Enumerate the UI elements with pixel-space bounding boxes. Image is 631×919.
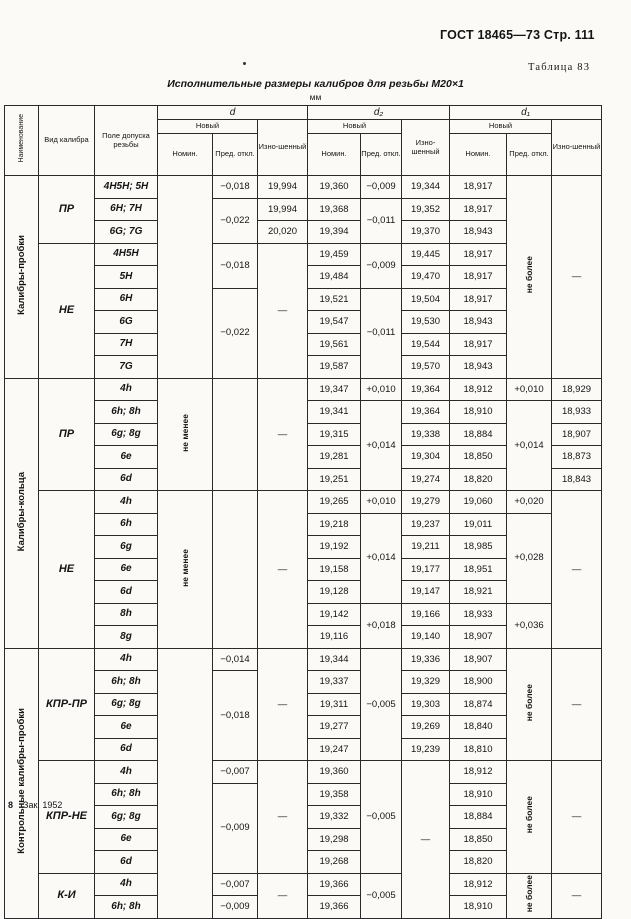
table-units: мм [309, 92, 322, 102]
thread-tol-cell: 6h; 8h [95, 896, 158, 919]
thread-tol-cell: 6g; 8g [95, 423, 158, 446]
gauge-dimensions-table [4, 105, 602, 919]
header-name-col: Наименование [5, 106, 39, 176]
header-d2-new: Новый [308, 120, 402, 134]
d2-nom-cell: 19,277 [308, 716, 361, 739]
d2-nom-cell: 19,128 [308, 581, 361, 604]
thread-tol-cell: 4h [95, 873, 158, 896]
d2-worn-cell: 19,211 [402, 536, 450, 559]
d1-nom-cell: 18,951 [450, 558, 507, 581]
d2-worn-cell: 19,445 [402, 243, 450, 266]
d-worn-cell: — [258, 873, 308, 918]
d2-worn-cell: 19,177 [402, 558, 450, 581]
d2-nom-cell: 19,344 [308, 648, 361, 671]
thread-tol-cell: 4h [95, 378, 158, 401]
d1-worn-cell: 18,907 [552, 423, 602, 446]
d2-worn-cell: 19,370 [402, 221, 450, 244]
thread-tol-cell: 6H; 7H [95, 198, 158, 221]
d1-nom-cell: 18,912 [450, 761, 507, 784]
d2-nom-cell: 19,192 [308, 536, 361, 559]
note-ne-menee: не менее [179, 548, 190, 587]
d1-nom-cell: 18,840 [450, 716, 507, 739]
d-nom-cell [158, 378, 213, 491]
thread-tol-cell: 4h [95, 648, 158, 671]
d2-tol-cell: −0,009 [361, 243, 402, 288]
thread-tol-cell: 6g; 8g [95, 693, 158, 716]
thread-tol-cell: 5H [95, 266, 158, 289]
d1-nom-cell: 18,943 [450, 311, 507, 334]
d1-nom-cell: 18,912 [450, 873, 507, 896]
d1-nom-cell: 18,985 [450, 536, 507, 559]
thread-tol-cell: 4h [95, 491, 158, 514]
d2-worn-cell: 19,304 [402, 446, 450, 469]
d1-worn-cell: — [552, 761, 602, 874]
d2-worn-cell: 19,269 [402, 716, 450, 739]
d2-nom-cell: 19,547 [308, 311, 361, 334]
d1-nom-cell: 18,910 [450, 783, 507, 806]
d2-nom-cell: 19,366 [308, 873, 361, 896]
d-tol-cell: −0,009 [213, 783, 258, 873]
d2-worn-cell: 19,544 [402, 333, 450, 356]
header-d: d [158, 106, 308, 120]
header-d1: d₁ [450, 106, 602, 120]
d1-worn-cell: — [552, 491, 602, 649]
thread-tol-cell: 6d [95, 581, 158, 604]
d1-tol-cell: +0,028 [507, 513, 552, 603]
d1-nom-cell: 18,820 [450, 851, 507, 874]
header-d1-new: Новый [450, 120, 552, 134]
d2-worn-cell: 19,570 [402, 356, 450, 379]
category-cell [5, 176, 39, 379]
category-label: Калибры-пробки [15, 235, 27, 315]
table-title: Исполнительные размеры калибров для резьбы М20×1 [167, 78, 464, 90]
d1-nom-cell: 18,907 [450, 626, 507, 649]
gauge-type-cell: КПР-НЕ [39, 761, 95, 874]
thread-tol-cell: 6e [95, 828, 158, 851]
d1-tol-cell: +0,020 [507, 491, 552, 514]
d-worn-cell: 19,994 [258, 176, 308, 199]
d1-nom-cell: 18,910 [450, 896, 507, 919]
d1-nom-cell: 18,912 [450, 378, 507, 401]
d1-nom-cell: 18,874 [450, 693, 507, 716]
d2-worn-cell: 19,470 [402, 266, 450, 289]
d2-tol-cell: +0,018 [361, 603, 402, 648]
header-d2: d₂ [308, 106, 450, 120]
d2-worn-cell: 19,338 [402, 423, 450, 446]
d2-nom-cell: 19,368 [308, 198, 361, 221]
header-d-nom: Номин. [158, 134, 213, 176]
d1-tol-cell: +0,014 [507, 401, 552, 491]
d-tol-cell: −0,018 [213, 671, 258, 761]
d2-worn-cell: 19,140 [402, 626, 450, 649]
d1-nom-cell: 18,917 [450, 266, 507, 289]
page-footer [8, 800, 62, 810]
d2-tol-cell: +0,014 [361, 513, 402, 603]
table-row [5, 176, 602, 199]
thread-tol-cell: 6e [95, 558, 158, 581]
thread-tol-cell: 6h [95, 513, 158, 536]
thread-tol-cell: 4H5H; 5H [95, 176, 158, 199]
page-header: ГОСТ 18465—73 Стр. 111 [440, 28, 595, 42]
d2-nom-cell: 19,561 [308, 333, 361, 356]
d-worn-cell: — [258, 648, 308, 761]
gauge-type-cell: КПР-ПР [39, 648, 95, 761]
d-nom-cell [158, 176, 213, 379]
thread-tol-cell: 6g; 8g [95, 806, 158, 829]
note-ne-bolee: не более [523, 256, 534, 294]
d-worn-cell: 20,020 [258, 221, 308, 244]
d2-worn-cell: 19,336 [402, 648, 450, 671]
header-d-new: Новый [158, 120, 258, 134]
d-tol-cell [213, 491, 258, 649]
footer-order: Зак. 1952 [23, 800, 63, 810]
d2-tol-cell: +0,010 [361, 378, 402, 401]
d2-tol-cell: −0,011 [361, 288, 402, 378]
table-row [5, 873, 602, 896]
d1-worn-cell: — [552, 648, 602, 761]
d2-nom-cell: 19,366 [308, 896, 361, 919]
d2-nom-cell: 19,265 [308, 491, 361, 514]
header-d2-worn: Изно-шенный [402, 120, 450, 176]
category-cell [5, 648, 39, 918]
d2-nom-cell: 19,247 [308, 738, 361, 761]
gauge-type-cell: НЕ [39, 491, 95, 649]
gauge-type-cell: НЕ [39, 243, 95, 378]
header-d2-nom: Номин. [308, 134, 361, 176]
d2-worn-cell: 19,279 [402, 491, 450, 514]
d2-worn-cell: 19,352 [402, 198, 450, 221]
d2-worn-cell: 19,274 [402, 468, 450, 491]
thread-tol-cell: 6e [95, 716, 158, 739]
d1-worn-cell: — [552, 176, 602, 379]
gauge-type-cell: ПР [39, 378, 95, 491]
category-cell [5, 378, 39, 648]
d2-tol-cell: +0,010 [361, 491, 402, 514]
d2-nom-cell: 19,459 [308, 243, 361, 266]
table-row [5, 491, 602, 514]
d-worn-cell: — [258, 761, 308, 874]
d1-nom-cell: 18,820 [450, 468, 507, 491]
thread-tol-cell: 7G [95, 356, 158, 379]
d1-nom-cell: 18,810 [450, 738, 507, 761]
d2-worn-cell: 19,237 [402, 513, 450, 536]
d2-worn-cell: 19,329 [402, 671, 450, 694]
d1-nom-cell: 18,943 [450, 356, 507, 379]
d1-nom-cell: 18,850 [450, 828, 507, 851]
d-tol-cell: −0,018 [213, 243, 258, 288]
d2-nom-cell: 19,360 [308, 761, 361, 784]
d-tol-cell: −0,009 [213, 896, 258, 919]
d1-worn-cell: — [552, 873, 602, 918]
d1-tol-cell [507, 761, 552, 874]
footer-page-number: 8 [8, 800, 14, 810]
category-label: Калибры-кольца [15, 471, 27, 551]
d1-tol-cell: +0,036 [507, 603, 552, 648]
d2-nom-cell: 19,158 [308, 558, 361, 581]
thread-tol-cell: 6h; 8h [95, 401, 158, 424]
d2-worn-cell: 19,166 [402, 603, 450, 626]
d2-nom-cell: 19,218 [308, 513, 361, 536]
d2-nom-cell: 19,332 [308, 806, 361, 829]
header-d1-nom: Номин. [450, 134, 507, 176]
thread-tol-cell: 8g [95, 626, 158, 649]
d1-nom-cell: 19,060 [450, 491, 507, 514]
d2-nom-cell: 19,116 [308, 626, 361, 649]
d-tol-cell: −0,014 [213, 648, 258, 671]
d-nom-cell [158, 491, 213, 649]
thread-tol-cell: 7H [95, 333, 158, 356]
d2-worn-cell: 19,504 [402, 288, 450, 311]
d2-worn-cell: 19,530 [402, 311, 450, 334]
d2-worn-cell: 19,344 [402, 176, 450, 199]
d2-tol-cell: −0,011 [361, 198, 402, 243]
note-ne-bolee: не более [523, 683, 534, 722]
category-label: Контрольные калибры-пробки [15, 708, 27, 855]
d2-nom-cell: 19,347 [308, 378, 361, 401]
d1-nom-cell: 18,884 [450, 423, 507, 446]
d2-nom-cell: 19,341 [308, 401, 361, 424]
d1-worn-cell: 18,933 [552, 401, 602, 424]
thread-tol-cell: 6g [95, 536, 158, 559]
d1-nom-cell: 18,943 [450, 221, 507, 244]
d1-nom-cell: 18,907 [450, 648, 507, 671]
d-tol-cell [213, 378, 258, 491]
d2-nom-cell: 19,521 [308, 288, 361, 311]
d2-nom-cell: 19,281 [308, 446, 361, 469]
d2-nom-cell: 19,298 [308, 828, 361, 851]
thread-tol-cell: 4h [95, 761, 158, 784]
d-worn-cell: — [258, 491, 308, 649]
d1-nom-cell: 18,933 [450, 603, 507, 626]
header-d1-tol: Пред. откл. [507, 134, 552, 176]
d2-worn-cell: 19,303 [402, 693, 450, 716]
d2-nom-cell: 19,337 [308, 671, 361, 694]
d2-nom-cell: 19,394 [308, 221, 361, 244]
print-dot [243, 62, 246, 65]
d-tol-cell: −0,007 [213, 761, 258, 784]
d2-worn-cell: — [402, 761, 450, 919]
note-ne-bolee: не более [523, 796, 534, 834]
thread-tol-cell: 6d [95, 468, 158, 491]
d2-tol-cell: −0,009 [361, 176, 402, 199]
d1-worn-cell: 18,929 [552, 378, 602, 401]
d-worn-cell: — [258, 243, 308, 378]
d1-tol-cell: +0,010 [507, 378, 552, 401]
d1-nom-cell: 18,921 [450, 581, 507, 604]
thread-tol-cell: 6h; 8h [95, 671, 158, 694]
d1-nom-cell: 18,917 [450, 243, 507, 266]
thread-tol-cell: 6e [95, 446, 158, 469]
table-row [5, 648, 602, 671]
d2-nom-cell: 19,587 [308, 356, 361, 379]
d2-worn-cell: 19,364 [402, 378, 450, 401]
header-d2-tol: Пред. откл. [361, 134, 402, 176]
d1-worn-cell: 18,873 [552, 446, 602, 469]
d-tol-cell: −0,022 [213, 288, 258, 378]
gauge-type-cell: К-И [39, 873, 95, 918]
table-row [5, 761, 602, 784]
d1-tol-cell [507, 873, 552, 918]
d1-tol-cell [507, 648, 552, 761]
d2-nom-cell: 19,142 [308, 603, 361, 626]
table-body [5, 176, 602, 919]
d2-nom-cell: 19,315 [308, 423, 361, 446]
header-d-worn: Изно-шенный [258, 120, 308, 176]
d-worn-cell: — [258, 378, 308, 491]
thread-tol-cell: 6h; 8h [95, 783, 158, 806]
d1-worn-cell: 18,843 [552, 468, 602, 491]
header-type-col: Вид калибра [39, 106, 95, 176]
d2-worn-cell: 19,239 [402, 738, 450, 761]
d2-worn-cell: 19,364 [402, 401, 450, 424]
d2-nom-cell: 19,358 [308, 783, 361, 806]
d-tol-cell: −0,022 [213, 198, 258, 243]
d2-nom-cell: 19,268 [308, 851, 361, 874]
d2-tol-cell: −0,005 [361, 648, 402, 761]
d1-nom-cell: 18,917 [450, 288, 507, 311]
table-label: Таблица 83 [528, 62, 591, 73]
d2-worn-cell: 19,147 [402, 581, 450, 604]
d-nom-cell [158, 648, 213, 918]
header-d-tol: Пред. откл. [213, 134, 258, 176]
thread-tol-cell: 6d [95, 851, 158, 874]
d-tol-cell: −0,018 [213, 176, 258, 199]
header-d1-worn: Изно-шенный [552, 120, 602, 176]
thread-tol-cell: 6d [95, 738, 158, 761]
thread-tol-cell: 6G [95, 311, 158, 334]
thread-tol-cell: 6G; 7G [95, 221, 158, 244]
d-tol-cell: −0,007 [213, 873, 258, 896]
d1-nom-cell: 18,900 [450, 671, 507, 694]
d1-tol-cell [507, 176, 552, 379]
d-worn-cell: 19,994 [258, 198, 308, 221]
header-tol-col: Поле допуска резьбы [95, 106, 158, 176]
thread-tol-cell: 6H [95, 288, 158, 311]
d2-nom-cell: 19,311 [308, 693, 361, 716]
note-ne-bolee: не более [523, 875, 534, 913]
d1-nom-cell: 18,917 [450, 198, 507, 221]
d2-nom-cell: 19,484 [308, 266, 361, 289]
d1-nom-cell: 18,850 [450, 446, 507, 469]
d1-nom-cell: 19,011 [450, 513, 507, 536]
d2-tol-cell: −0,005 [361, 873, 402, 918]
thread-tol-cell: 8h [95, 603, 158, 626]
table-row [5, 378, 602, 401]
d2-nom-cell: 19,360 [308, 176, 361, 199]
d2-nom-cell: 19,251 [308, 468, 361, 491]
d2-tol-cell: −0,005 [361, 761, 402, 874]
d1-nom-cell: 18,917 [450, 176, 507, 199]
note-ne-menee: не менее [179, 413, 190, 452]
d1-nom-cell: 18,884 [450, 806, 507, 829]
gauge-type-cell: ПР [39, 176, 95, 244]
d1-nom-cell: 18,910 [450, 401, 507, 424]
d2-tol-cell: +0,014 [361, 401, 402, 491]
d1-nom-cell: 18,917 [450, 333, 507, 356]
thread-tol-cell: 4H5H [95, 243, 158, 266]
